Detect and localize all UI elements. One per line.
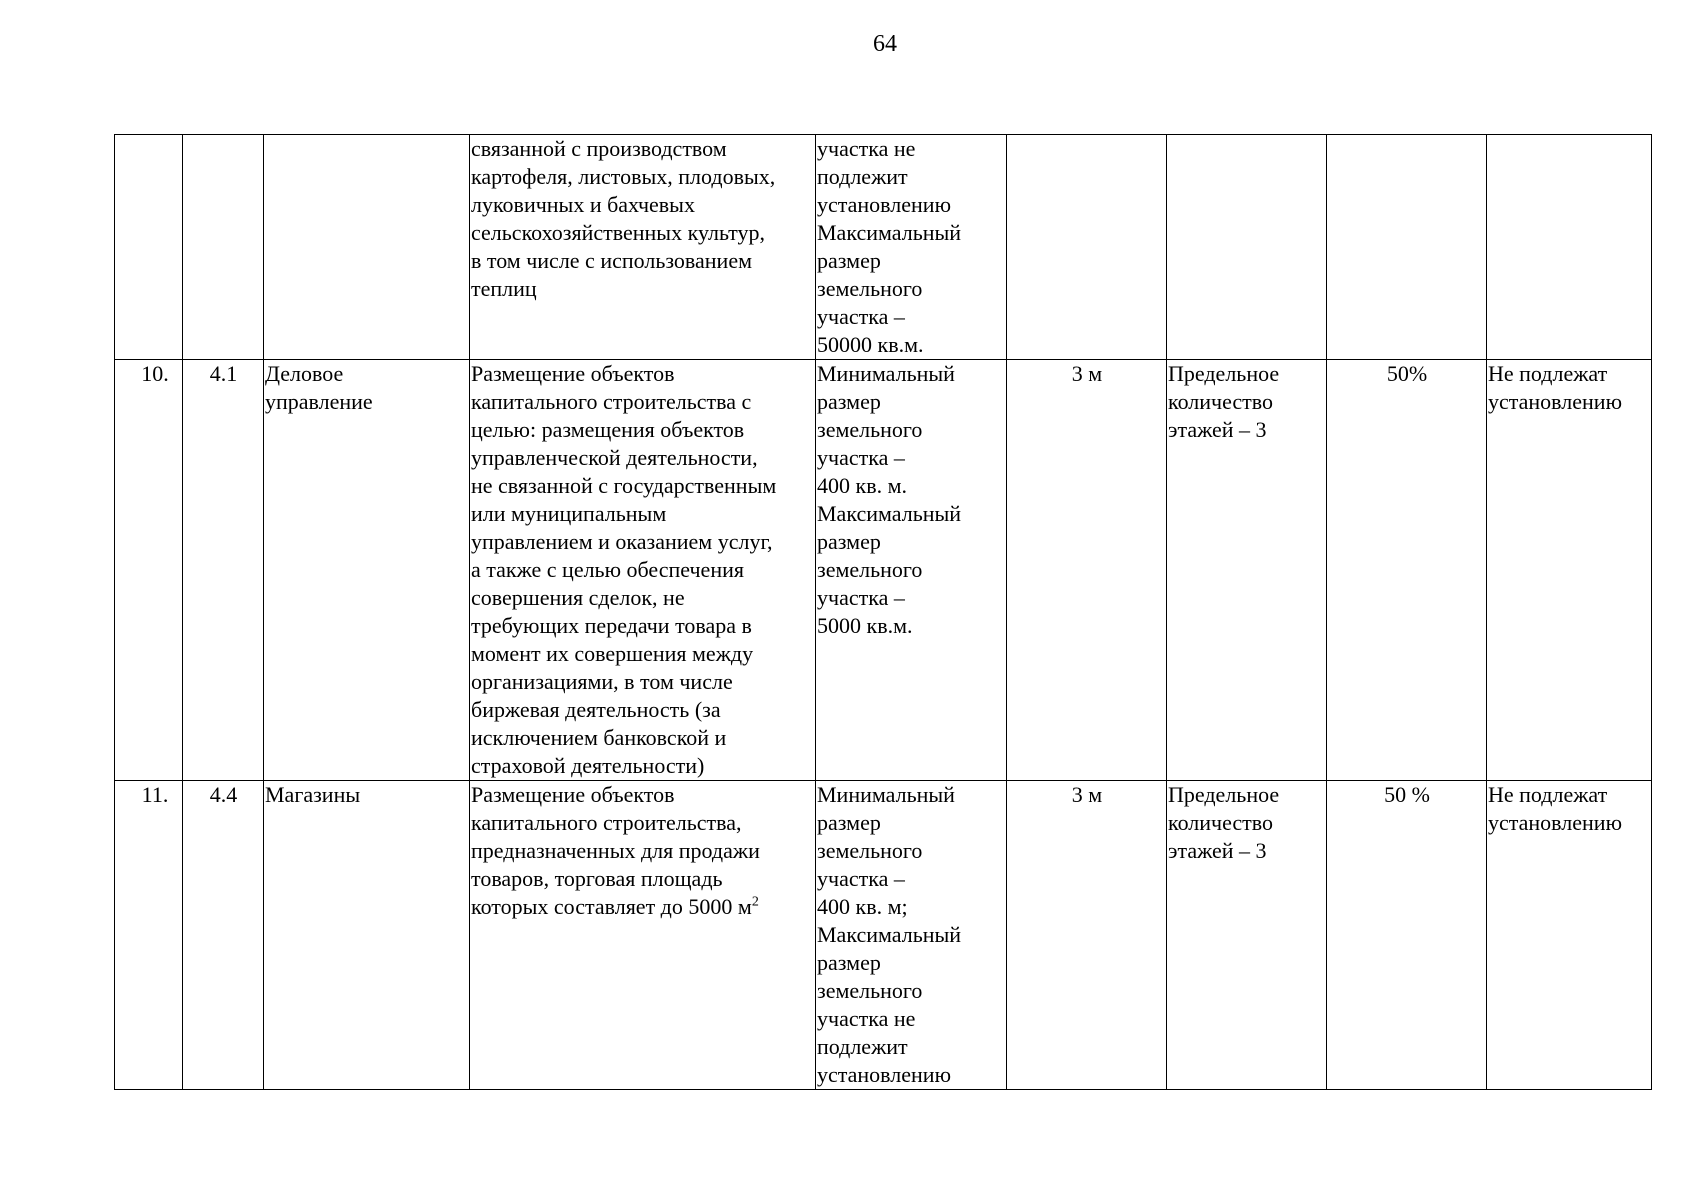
plot-size-cell: участка не подлежит установлению Максимальный размер земельного участка – 50000 кв.м. [816, 135, 1007, 360]
row-number-cell: 11. [115, 781, 183, 1090]
plot-size-cell: Минимальный размер земельного участка – 400 кв. м. Максимальный размер земельного участка – 5000 кв.м. [816, 360, 1007, 781]
table-row [115, 360, 1652, 781]
restrictions-cell: Не подлежат установлению [1487, 781, 1652, 1090]
table-row [115, 781, 1652, 1090]
restrictions-cell: Не подлежат установлению [1487, 360, 1652, 781]
restrictions-cell [1487, 135, 1652, 360]
coverage-cell: 50 % [1327, 781, 1487, 1090]
superscript: 2 [751, 894, 759, 910]
description-text: Размещение объектов капитального строительства, предназначенных для продажи товаров, торговая площадь которых составляет до 5000 м [471, 782, 760, 919]
row-number-cell: 10. [115, 360, 183, 781]
use-name-cell [264, 135, 470, 360]
floors-cell: Предельное количество этажей – 3 [1167, 360, 1327, 781]
use-name-cell: Деловое управление [264, 360, 470, 781]
setback-cell [1007, 135, 1167, 360]
coverage-cell [1327, 135, 1487, 360]
land-use-table [114, 134, 1652, 1090]
use-code-cell [183, 135, 264, 360]
floors-cell [1167, 135, 1327, 360]
floors-cell: Предельное количество этажей – 3 [1167, 781, 1327, 1090]
use-description-cell [470, 781, 816, 1090]
use-description-cell: связанной с производством картофеля, листовых, плодовых, луковичных и бахчевых сельскохозяйственных культур, в том числе с использованием теплиц [470, 135, 816, 360]
use-description-cell: Размещение объектов капитального строительства с целью: размещения объектов управленческой деятельности, не связанной с государственным или муниципальным управлением и оказанием услуг, а также с целью обеспечения совершения сделок, не требующих передачи товара в момент их совершения между организациями, в том числе биржевая деятельность (за исключением банковской и страховой деятельности) [470, 360, 816, 781]
page-number: 64 [873, 31, 897, 57]
setback-cell: 3 м [1007, 360, 1167, 781]
setback-cell: 3 м [1007, 781, 1167, 1090]
coverage-cell: 50% [1327, 360, 1487, 781]
plot-size-cell: Минимальный размер земельного участка – 400 кв. м; Максимальный размер земельного участка не подлежит установлению [816, 781, 1007, 1090]
table-row [115, 135, 1652, 360]
use-name-cell: Магазины [264, 781, 470, 1090]
use-code-cell: 4.4 [183, 781, 264, 1090]
use-code-cell: 4.1 [183, 360, 264, 781]
row-number-cell [115, 135, 183, 360]
